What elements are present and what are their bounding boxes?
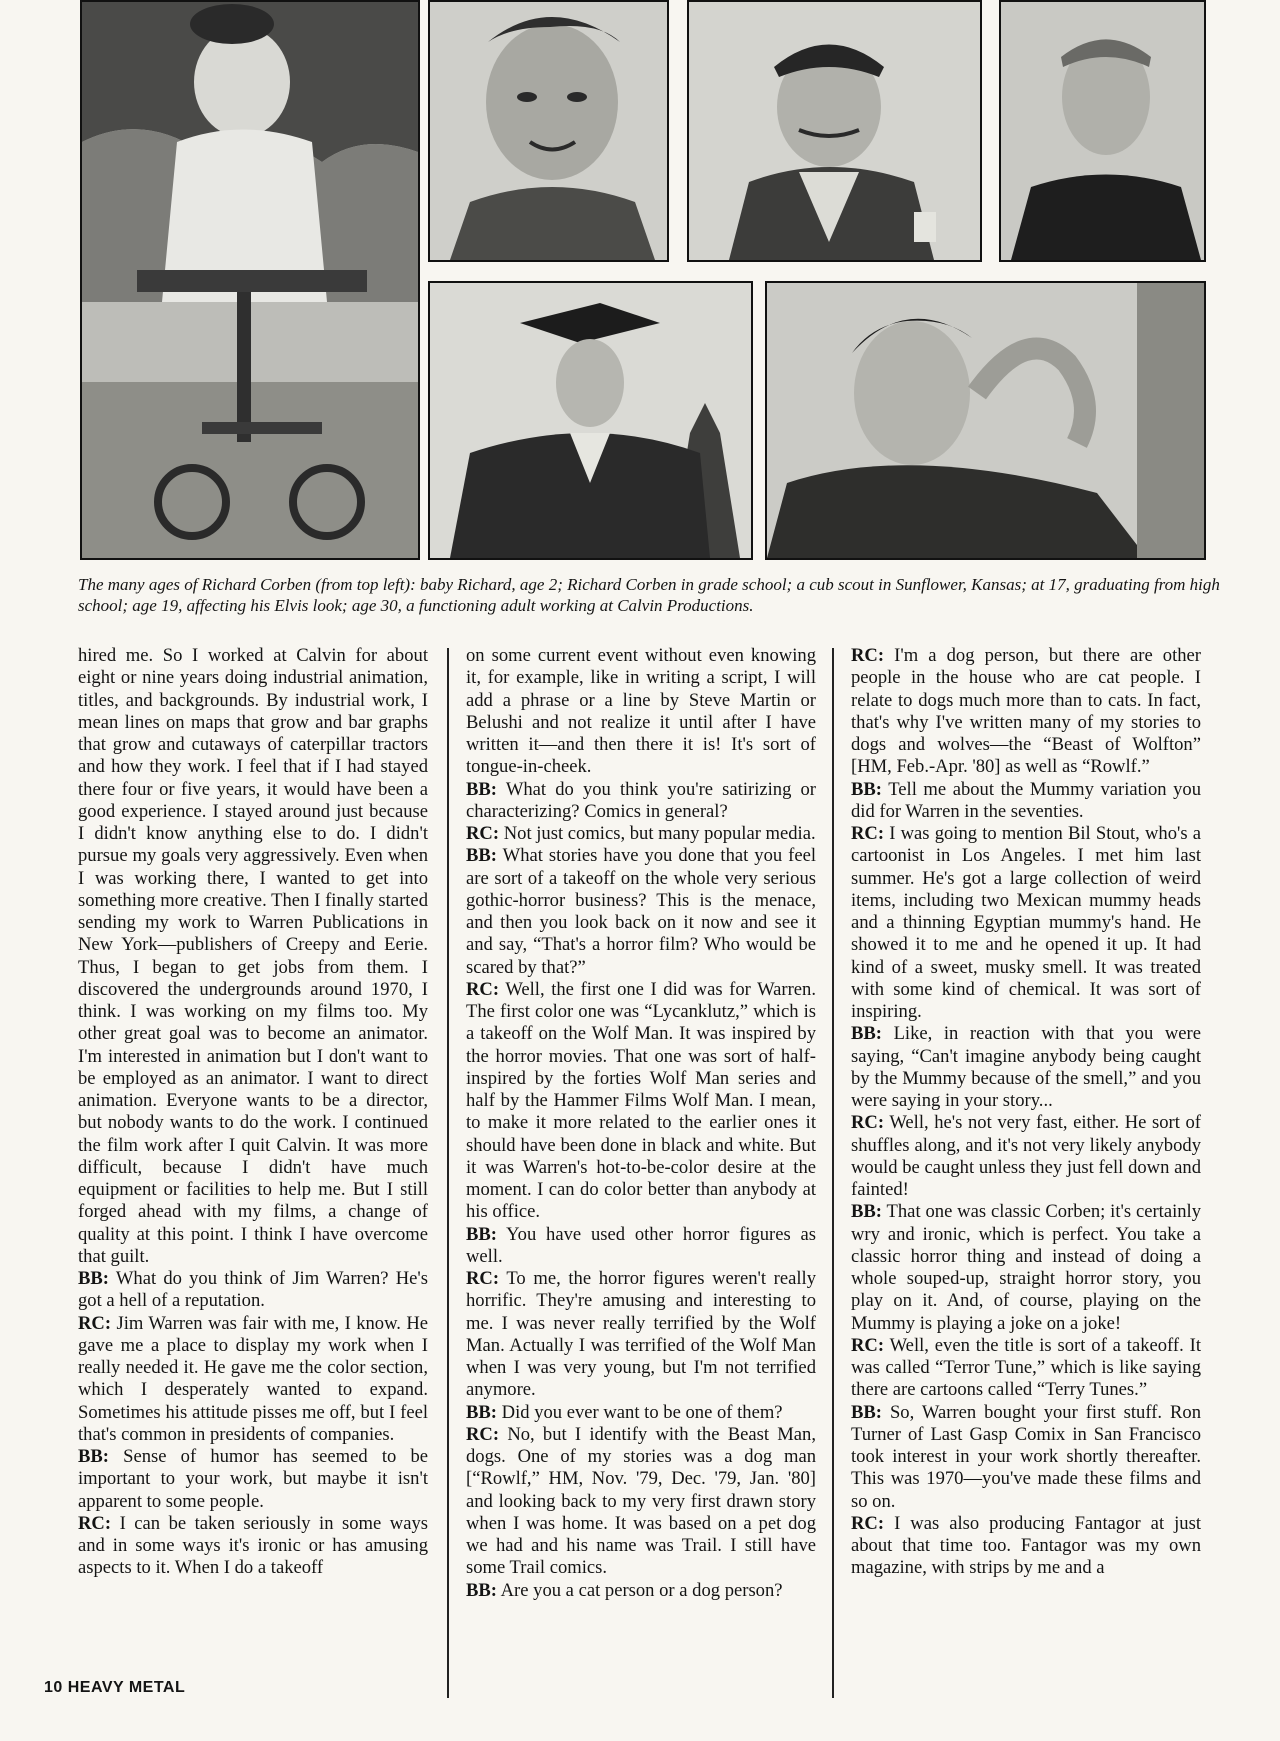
article-paragraph bbox=[466, 845, 816, 979]
speaker-label: BB: bbox=[466, 1579, 497, 1601]
paragraph-text: What do you think of Jim Warren? He's got a hell of a reputation. bbox=[78, 1268, 429, 1312]
paragraph-text: Well, the first one I did was for Warren. The first color one was “Lycanklutz,” which is a takeoff on the Wolf Man. It was inspired by the horror movies. That one was sort of half-inspired by the forties Wolf Man series and half by the Hammer Films Wolf Man. I mean, to make it more related to the earlier ones it should have been done in black and white. But it was Warren's hot-to-be-color desire at the moment. I can do color better than anybody at his office. bbox=[466, 978, 816, 1223]
column-rule-2 bbox=[832, 648, 834, 1698]
article-paragraph bbox=[466, 1424, 816, 1580]
paragraph-text: What stories have you done that you feel are sort of a takeoff on the whole very serious gothic-horror business? This is the menace, and then you look back on it now and see it and say, “That's a horror film? Who would be scared by that?” bbox=[466, 845, 817, 978]
photo-grade-school bbox=[428, 0, 669, 262]
article-paragraph bbox=[466, 1402, 816, 1424]
magazine-name: HEAVY METAL bbox=[67, 1679, 186, 1696]
paragraph-text: on some current event without even knowing it, for example, like in writing a script, I will add a phrase or a line by Steve Martin or Belushi and not realize it until after I have written it—and then there it is! It's sort of tongue-in-cheek. bbox=[466, 645, 816, 778]
speaker-label: RC: bbox=[78, 1312, 112, 1334]
photo-cub-scout bbox=[687, 0, 982, 262]
speaker-label: BB: bbox=[851, 1401, 882, 1423]
paragraph-text: I'm a dog person, but there are other people in the house who are cat people. I relate to dogs much more than to cats. In fact, that's why I've written many of my stories to dogs and wolves—the “Beast of Wolfton” [HM, Feb.-Apr. '80] as well as “Rowlf.” bbox=[851, 645, 1201, 778]
article-paragraph bbox=[851, 1513, 1201, 1580]
paragraph-text: Did you ever want to be one of them? bbox=[501, 1401, 783, 1423]
article-paragraph bbox=[78, 1513, 428, 1580]
article-paragraph bbox=[78, 1446, 428, 1513]
article-paragraph bbox=[851, 779, 1201, 824]
column-rule-1 bbox=[447, 648, 449, 1698]
speaker-label: BB: bbox=[851, 778, 882, 800]
article-paragraph bbox=[851, 1112, 1201, 1201]
article-paragraph bbox=[466, 1224, 816, 1269]
paragraph-text: Not just comics, but many popular media. bbox=[503, 823, 816, 844]
article-column-1 bbox=[78, 645, 428, 1580]
speaker-label: BB: bbox=[466, 1223, 497, 1245]
photo-caption: The many ages of Richard Corben (from top left): baby Richard, age 2; Richard Corben in grade school; a cub scout in Sunflower, Kansas; at 17, graduating from high school; age 19, affecting his Elvis look; age 30, a functioning adult working at Calvin Productions. bbox=[78, 575, 1220, 615]
speaker-label: RC: bbox=[851, 1334, 885, 1356]
article-paragraph bbox=[466, 1580, 816, 1602]
paragraph-text: Are you a cat person or a dog person? bbox=[500, 1579, 783, 1601]
article-paragraph bbox=[466, 645, 816, 779]
paragraph-text: Jim Warren was fair with me, I know. He gave me a place to display my work when I really needed it. He gave me the color section, which I desperately wanted to expand. Sometimes his attitude pisses me off, but I feel that's common in presidents of companies. bbox=[78, 1312, 429, 1445]
photo-baby-richard bbox=[80, 0, 420, 560]
speaker-label: BB: bbox=[466, 845, 497, 867]
paragraph-text: What do you think you're satirizing or characterizing? Comics in general? bbox=[466, 778, 817, 822]
speaker-label: BB: bbox=[466, 778, 497, 800]
paragraph-text: Tell me about the Mummy variation you did for Warren in the seventies. bbox=[851, 778, 1202, 822]
article-paragraph bbox=[851, 1402, 1201, 1513]
paragraph-text: Like, in reaction with that you were saying, “Can't imagine anybody being caught by the Mummy because of the smell,” and you were saying in your story... bbox=[851, 1023, 1202, 1111]
paragraph-text: hired me. So I worked at Calvin for about eight or nine years doing industrial animation, titles, and backgrounds. By industrial work, I mean lines on maps that grow and bar graphs that grow and cutaways of caterpillar tractors and how they work. I feel that if I had stayed there four or five years, it would have been a good experience. I stayed around just because I didn't know anything else to do. I didn't pursue my goals very aggressively. Even when I was working there, I wanted to get into something more creative. Then I finally started sending my work to Warren Publications in New York—publishers of Creepy and Eerie. Thus, I began to get jobs from them. I discovered the undergrounds around 1970, I think. I was working on my films too. My other great goal was to become an animator. I'm interested in animation but I don't want to be employed as an animator. I want to direct animation. Everyone wants to be a director, but nobody wants to do the work. I continued the film work after I quit Calvin. It was more difficult, because I didn't have much equipment or facilities to help me. But I still forged ahead with my films, a change of quality at this point. I think I have overcome that guilt. bbox=[78, 645, 428, 1267]
speaker-label: BB: bbox=[466, 1401, 497, 1423]
speaker-label: RC: bbox=[466, 978, 500, 1000]
article-paragraph bbox=[78, 1268, 428, 1313]
speaker-label: RC: bbox=[851, 823, 885, 844]
article-paragraph bbox=[466, 1268, 816, 1402]
paragraph-text: Well, even the title is sort of a takeoff. It was called “Terror Tune,” which is like saying there are cartoons called “Terry Tunes.” bbox=[851, 1334, 1202, 1401]
article-paragraph bbox=[78, 1313, 428, 1447]
speaker-label: BB: bbox=[851, 1023, 882, 1045]
article-column-2 bbox=[466, 645, 816, 1602]
speaker-label: RC: bbox=[851, 1112, 885, 1134]
article-paragraph bbox=[851, 823, 1201, 1023]
article-paragraph bbox=[466, 979, 816, 1224]
speaker-label: RC: bbox=[851, 645, 885, 666]
paragraph-text: So, Warren bought your first stuff. Ron Turner of Last Gasp Comix in San Francisco took interest in your work shortly thereafter. This was 1970—you've made these films and so on. bbox=[851, 1401, 1201, 1512]
photo-age-17 bbox=[999, 0, 1206, 262]
article-paragraph bbox=[851, 645, 1201, 779]
article-paragraph bbox=[466, 823, 816, 845]
article-paragraph bbox=[78, 645, 428, 1268]
article-paragraph bbox=[851, 1335, 1201, 1402]
speaker-label: BB: bbox=[851, 1201, 882, 1223]
paragraph-text: No, but I identify with the Beast Man, dogs. One of my stories was a dog man [“Rowlf,” HM, Nov. '79, Dec. '79, Jan. '80] and looking back to my very first drawn story when I was home. It was based on a pet dog we had and his name was Trail. I still have some Trail comics. bbox=[466, 1423, 816, 1579]
article-paragraph bbox=[851, 1023, 1201, 1112]
paragraph-text: Well, he's not very fast, either. He sort of shuffles along, and it's not very likely anybody would be caught unless they just fell down and fainted! bbox=[851, 1112, 1201, 1200]
speaker-label: RC: bbox=[851, 1512, 885, 1534]
paragraph-text: I was going to mention Bil Stout, who's a cartoonist in Los Angeles. I met him last summer. He's got a large collection of weird items, including two Mexican mummy heads and a thinning Egyptian mummy's hand. He showed it to me and he opened it up. It had kind of a sweet, musky smell. It was treated with some kind of chemical. It was sort of inspiring. bbox=[851, 823, 1202, 1022]
photo-age-19 bbox=[765, 281, 1206, 560]
speaker-label: RC: bbox=[466, 1423, 500, 1445]
paragraph-text: I can be taken seriously in some ways and in some ways it's ironic or has amusing aspects to it. When I do a takeoff bbox=[78, 1512, 428, 1579]
page-footer bbox=[44, 1679, 185, 1697]
speaker-label: RC: bbox=[466, 1268, 500, 1289]
photo-graduation bbox=[428, 281, 753, 560]
paragraph-text: That one was classic Corben; it's certainly wry and ironic, which is perfect. You take a classic horror thing and instead of doing a whole souped-up, straight horror story, you play on it. And, of course, playing on the Mummy is playing a joke on a joke! bbox=[851, 1201, 1201, 1334]
article-column-3 bbox=[851, 645, 1201, 1580]
speaker-label: BB: bbox=[78, 1268, 109, 1289]
paragraph-text: You have used other horror figures as well. bbox=[466, 1223, 816, 1267]
article-paragraph bbox=[466, 779, 816, 824]
article-paragraph bbox=[851, 1201, 1201, 1335]
page-number: 10 bbox=[44, 1679, 63, 1696]
paragraph-text: Sense of humor has seemed to be important to your work, but maybe it isn't apparent to some people. bbox=[78, 1446, 428, 1512]
paragraph-text: To me, the horror figures weren't really horrific. They're amusing and interesting to me. I was never really terrified by the Wolf Man. Actually I was terrified of the Wolf Man when I was very young, but I'm not terrified anymore. bbox=[466, 1268, 816, 1401]
speaker-label: RC: bbox=[78, 1512, 112, 1534]
speaker-label: RC: bbox=[466, 823, 500, 844]
paragraph-text: I was also producing Fantagor at just about that time too. Fantagor was my own magazine, with strips by me and a bbox=[851, 1512, 1201, 1579]
speaker-label: BB: bbox=[78, 1446, 109, 1467]
